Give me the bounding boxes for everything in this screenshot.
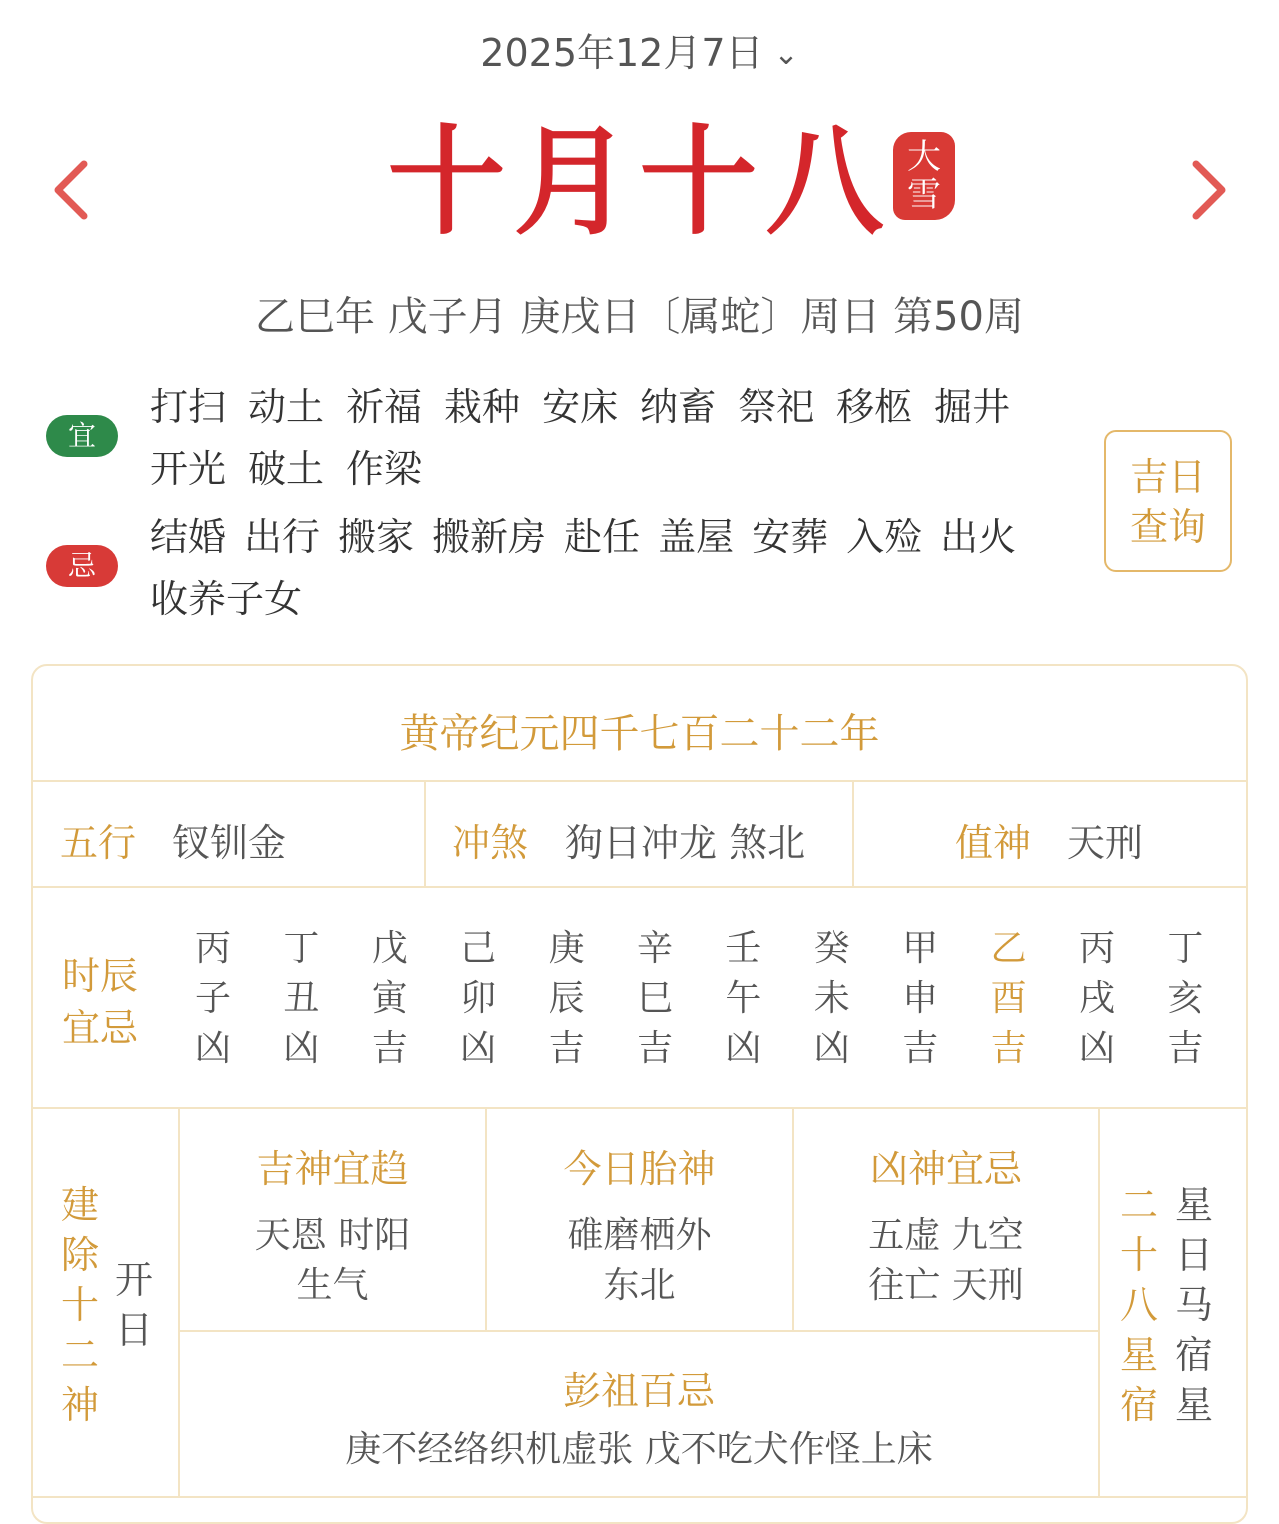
shichen-column bbox=[266, 924, 336, 1074]
jishen-line: 天恩 时阳 bbox=[254, 1215, 411, 1256]
chevron-down-icon: ⌄ bbox=[773, 37, 799, 72]
shichen-column bbox=[885, 924, 955, 1074]
pengzu-text: 庚不经络织机虚张 戊不吃犬作怪上床 bbox=[345, 1429, 933, 1470]
shichen-branch: 午 bbox=[725, 978, 762, 1019]
ji-badge: 忌 bbox=[46, 545, 118, 587]
yi-item: 掘井 bbox=[934, 385, 1011, 429]
xingxiu-value-char: 日 bbox=[1174, 1233, 1213, 1277]
yi-item: 安床 bbox=[542, 385, 619, 429]
jianchu-label-char: 建 bbox=[60, 1183, 99, 1227]
lunar-date: 十月十八 bbox=[387, 112, 892, 251]
zhishen-value: 天刑 bbox=[1067, 821, 1144, 865]
taishen-line: 东北 bbox=[603, 1265, 676, 1306]
xiongshen-section bbox=[794, 1138, 1098, 1311]
shichen-column bbox=[797, 924, 867, 1074]
divider bbox=[180, 1330, 1098, 1332]
shichen-branch: 子 bbox=[194, 978, 231, 1019]
xiongshen-line: 往亡 天刑 bbox=[868, 1265, 1024, 1306]
ji-item: 搬新房 bbox=[432, 515, 547, 559]
ji-item: 出行 bbox=[244, 515, 321, 559]
jishen-title: 吉神宜趋 bbox=[256, 1147, 409, 1191]
ji-item: 收养子女 bbox=[150, 577, 303, 621]
shichen-branch: 申 bbox=[902, 978, 939, 1019]
jiri-label: 查询 bbox=[1129, 505, 1206, 549]
shichen-luck: 吉 bbox=[1167, 1028, 1204, 1069]
xingxiu-value-char: 星 bbox=[1174, 1183, 1213, 1227]
seal-char: 雪 bbox=[907, 175, 941, 215]
shichen-stem: 壬 bbox=[725, 928, 762, 969]
shichen-luck: 凶 bbox=[1078, 1028, 1115, 1069]
shichen-label-line: 时辰 bbox=[62, 954, 139, 998]
wuxing-value: 钗钏金 bbox=[172, 821, 287, 865]
shichen-column bbox=[1062, 924, 1132, 1074]
yi-item: 动土 bbox=[248, 385, 325, 429]
shichen-stem: 丙 bbox=[194, 928, 231, 969]
shichen-column bbox=[1150, 924, 1220, 1074]
shichen-luck: 吉 bbox=[990, 1028, 1027, 1069]
shichen-luck: 吉 bbox=[371, 1028, 408, 1069]
shichen-stem: 戊 bbox=[371, 928, 408, 969]
ji-item: 赴任 bbox=[564, 515, 641, 559]
shichen-column bbox=[178, 924, 248, 1074]
ji-item: 入殓 bbox=[846, 515, 923, 559]
shichen-branch: 辰 bbox=[548, 978, 585, 1019]
jianchu-value bbox=[112, 1255, 156, 1355]
ji-item: 搬家 bbox=[338, 515, 415, 559]
ji-item: 盖屋 bbox=[658, 515, 735, 559]
shichen-branch: 亥 bbox=[1167, 978, 1204, 1019]
taishen-title: 今日胎神 bbox=[563, 1147, 716, 1191]
chongsha-label: 冲煞 bbox=[452, 821, 529, 865]
yi-item: 纳畜 bbox=[640, 385, 717, 429]
jiri-label: 吉日 bbox=[1129, 455, 1206, 499]
shichen-stem: 庚 bbox=[548, 928, 585, 969]
yi-item: 作梁 bbox=[346, 447, 423, 491]
shichen-luck: 凶 bbox=[283, 1028, 320, 1069]
shichen-column bbox=[355, 924, 425, 1074]
shichen-label-line: 宜忌 bbox=[62, 1006, 139, 1050]
divider bbox=[852, 782, 854, 886]
wuxing-label: 五行 bbox=[60, 821, 137, 865]
shichen-branch: 寅 bbox=[371, 978, 408, 1019]
ji-item: 结婚 bbox=[150, 515, 227, 559]
shichen-branch: 丑 bbox=[283, 978, 320, 1019]
zhishen-label: 值神 bbox=[955, 821, 1032, 865]
yi-item: 开光 bbox=[150, 447, 227, 491]
jianchu-label-char: 神 bbox=[60, 1383, 99, 1427]
shichen-luck: 凶 bbox=[725, 1028, 762, 1069]
yi-item: 移柩 bbox=[836, 385, 913, 429]
jianchu-value-char: 日 bbox=[114, 1308, 153, 1352]
xiongshen-line: 五虚 九空 bbox=[868, 1215, 1024, 1256]
ji-list bbox=[150, 506, 1070, 630]
ganzhi-line: 乙巳年 戊子月 庚戌日〔属蛇〕周日 第50周 bbox=[254, 294, 1025, 340]
shichen-luck: 吉 bbox=[636, 1028, 673, 1069]
yi-item: 破土 bbox=[248, 447, 325, 491]
shichen-stem: 丁 bbox=[283, 928, 320, 969]
yi-item: 祭祀 bbox=[738, 385, 815, 429]
pengzu-title: 彭祖百忌 bbox=[562, 1369, 715, 1413]
jianchu-label-char: 除 bbox=[60, 1233, 99, 1277]
shichen-column bbox=[443, 924, 513, 1074]
shichen-label bbox=[62, 950, 138, 1054]
xingxiu-value-char: 马 bbox=[1174, 1283, 1213, 1327]
seal-char: 大 bbox=[907, 137, 941, 177]
shichen-luck: 凶 bbox=[194, 1028, 231, 1069]
xingxiu-label-char: 宿 bbox=[1119, 1383, 1158, 1427]
shichen-stem: 辛 bbox=[636, 928, 673, 969]
shichen-branch: 巳 bbox=[636, 978, 673, 1019]
ji-item: 出火 bbox=[940, 515, 1017, 559]
chongsha-value: 狗日冲龙 煞北 bbox=[565, 821, 806, 865]
shichen-branch: 戌 bbox=[1078, 978, 1115, 1019]
jishen-section bbox=[180, 1138, 485, 1311]
xingxiu-value-char: 星 bbox=[1174, 1383, 1213, 1427]
date-text: 2025年12月7日 bbox=[480, 31, 764, 75]
yi-badge: 宜 bbox=[46, 415, 118, 457]
shichen-column bbox=[708, 924, 778, 1074]
shichen-stem: 癸 bbox=[813, 928, 850, 969]
jishen-line: 生气 bbox=[296, 1265, 369, 1306]
xingxiu-label bbox=[1117, 1180, 1161, 1430]
shichen-stem: 乙 bbox=[990, 928, 1027, 969]
jianchu-label-char: 十 bbox=[60, 1283, 99, 1327]
shichen-stem: 丙 bbox=[1078, 928, 1115, 969]
shichen-luck: 凶 bbox=[460, 1028, 497, 1069]
yi-item: 打扫 bbox=[150, 385, 227, 429]
shichen-luck: 吉 bbox=[548, 1028, 585, 1069]
xingxiu-label-char: 二 bbox=[1119, 1183, 1158, 1227]
yi-item: 栽种 bbox=[444, 385, 521, 429]
yi-item: 祈福 bbox=[346, 385, 423, 429]
divider bbox=[1098, 1109, 1100, 1496]
xingxiu-label-char: 星 bbox=[1119, 1333, 1158, 1377]
shichen-luck: 吉 bbox=[902, 1028, 939, 1069]
yi-list bbox=[150, 376, 1070, 500]
jianchu-label-char: 二 bbox=[60, 1333, 99, 1377]
era-title: 黄帝纪元四千七百二十二年 bbox=[399, 711, 880, 757]
taishen-line: 碓磨栖外 bbox=[567, 1215, 712, 1256]
pengzu-section bbox=[180, 1360, 1098, 1475]
jianchu-value-char: 开 bbox=[114, 1258, 153, 1302]
divider bbox=[424, 782, 426, 886]
shichen-column bbox=[532, 924, 602, 1074]
shichen-luck: 凶 bbox=[813, 1028, 850, 1069]
shichen-stem: 己 bbox=[460, 928, 497, 969]
xingxiu-label-char: 十 bbox=[1119, 1233, 1158, 1277]
divider bbox=[33, 1496, 1246, 1498]
xingxiu-value-char: 宿 bbox=[1174, 1333, 1213, 1377]
xingxiu-value bbox=[1172, 1180, 1216, 1430]
solar-term-seal bbox=[893, 132, 955, 220]
xingxiu-label-char: 八 bbox=[1119, 1283, 1158, 1327]
shichen-stem: 甲 bbox=[902, 928, 939, 969]
taishen-section bbox=[487, 1138, 792, 1311]
ji-item: 安葬 bbox=[752, 515, 829, 559]
shichen-branch: 卯 bbox=[460, 978, 497, 1019]
shichen-branch: 未 bbox=[813, 978, 850, 1019]
shichen-branch: 酉 bbox=[990, 978, 1027, 1019]
jianchu-label bbox=[58, 1180, 102, 1430]
shichen-column bbox=[974, 924, 1044, 1074]
divider bbox=[33, 780, 1246, 782]
divider bbox=[33, 886, 1246, 888]
date-selector[interactable] bbox=[0, 22, 1279, 77]
shichen-stem: 丁 bbox=[1167, 928, 1204, 969]
shichen-column bbox=[620, 924, 690, 1074]
divider bbox=[33, 1107, 1246, 1109]
xiongshen-title: 凶神宜忌 bbox=[869, 1147, 1022, 1191]
jiri-query-button[interactable] bbox=[1104, 430, 1232, 572]
